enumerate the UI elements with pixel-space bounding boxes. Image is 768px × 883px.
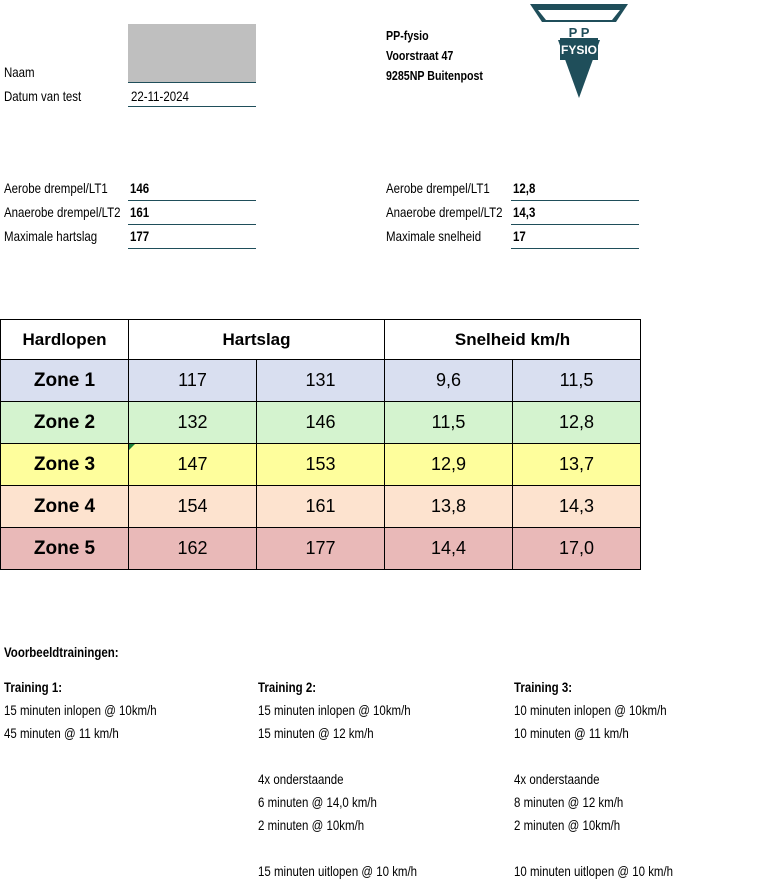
training-2 <box>258 676 452 883</box>
zone-label: Zone 4 <box>1 486 129 528</box>
training-line: 10 minuten uitlopen @ 10 km/h <box>514 863 674 879</box>
training-line: 2 minuten @ 10km/h <box>258 817 365 833</box>
speed-lt1-label: Aerobe drempel/LT1 <box>386 180 490 196</box>
speed-lt2-field[interactable]: 14,3 <box>511 204 639 225</box>
hr-high-cell[interactable]: 161 <box>257 486 385 528</box>
date-label: Datum van test <box>4 88 82 104</box>
speed-high-cell[interactable]: 12,8 <box>513 402 641 444</box>
training-line: 10 minuten inlopen @ 10km/h <box>514 702 667 718</box>
comment-indicator-icon <box>129 444 135 450</box>
hr-low-cell[interactable]: 162 <box>129 528 257 570</box>
header-hardlopen: Hardlopen <box>1 320 129 360</box>
speed-high-cell[interactable]: 13,7 <box>513 444 641 486</box>
training-line: 10 minuten @ 11 km/h <box>514 725 629 741</box>
speed-low-cell[interactable]: 12,9 <box>385 444 513 486</box>
table-row <box>1 486 641 528</box>
training-line: 6 minuten @ 14,0 km/h <box>258 794 377 810</box>
training-line: 8 minuten @ 12 km/h <box>514 794 624 810</box>
speed-max-label: Maximale snelheid <box>386 228 482 244</box>
hr-low-cell[interactable]: 147 <box>129 444 257 486</box>
name-field-line <box>128 82 256 83</box>
speed-low-cell[interactable]: 11,5 <box>385 402 513 444</box>
hr-high-cell[interactable]: 177 <box>257 528 385 570</box>
hr-high-cell[interactable]: 131 <box>257 360 385 402</box>
table-row <box>1 360 641 402</box>
name-label: Naam <box>4 64 35 80</box>
speed-low-cell[interactable]: 14,4 <box>385 528 513 570</box>
speed-high-cell[interactable]: 11,5 <box>513 360 641 402</box>
training-zones-table <box>0 319 641 570</box>
practice-address <box>386 26 504 86</box>
training-line: 2 minuten @ 10km/h <box>514 817 621 833</box>
hr-lt2-field[interactable]: 161 <box>128 204 256 225</box>
training-line: 15 minuten uitlopen @ 10 km/h <box>258 863 418 879</box>
pp-fysio-logo <box>530 0 628 100</box>
training-title: Training 3: <box>514 679 573 695</box>
table-header-row <box>1 320 641 360</box>
training-line: 15 minuten @ 12 km/h <box>258 725 374 741</box>
zone-label: Zone 2 <box>1 402 129 444</box>
hr-high-cell[interactable]: 153 <box>257 444 385 486</box>
table-row <box>1 444 641 486</box>
training-3 <box>514 676 708 883</box>
training-line: 4x onderstaande <box>514 771 600 787</box>
svg-text:FYSIO: FYSIO <box>560 43 598 57</box>
speed-high-cell[interactable]: 17,0 <box>513 528 641 570</box>
speed-low-cell[interactable]: 13,8 <box>385 486 513 528</box>
table-row <box>1 402 641 444</box>
practice-name: PP-fysio <box>386 28 429 43</box>
hr-low-cell[interactable]: 132 <box>129 402 257 444</box>
hr-low-cell[interactable]: 117 <box>129 360 257 402</box>
training-title: Training 1: <box>4 679 63 695</box>
trainings-section-title: Voorbeeldtrainingen: <box>4 644 119 660</box>
speed-lt2-label: Anaerobe drempel/LT2 <box>386 204 503 220</box>
training-line: 45 minuten @ 11 km/h <box>4 725 119 741</box>
speed-max-field[interactable]: 17 <box>511 228 639 249</box>
speed-high-cell[interactable]: 14,3 <box>513 486 641 528</box>
zone-label: Zone 5 <box>1 528 129 570</box>
photo-placeholder <box>128 24 256 82</box>
hr-low-cell[interactable]: 154 <box>129 486 257 528</box>
hr-high-cell[interactable]: 146 <box>257 402 385 444</box>
header-hartslag: Hartslag <box>129 320 385 360</box>
hr-lt1-label: Aerobe drempel/LT1 <box>4 180 108 196</box>
svg-text:P P: P P <box>568 25 590 40</box>
zone-label: Zone 3 <box>1 444 129 486</box>
hr-max-field[interactable]: 177 <box>128 228 256 249</box>
zone-label: Zone 1 <box>1 360 129 402</box>
training-1 <box>4 676 190 745</box>
speed-lt1-field[interactable]: 12,8 <box>511 180 639 201</box>
hr-lt2-label: Anaerobe drempel/LT2 <box>4 204 121 220</box>
date-field[interactable]: 22-11-2024 <box>128 86 256 107</box>
practice-street: Voorstraat 47 <box>386 48 454 63</box>
speed-low-cell[interactable]: 9,6 <box>385 360 513 402</box>
header-snelheid: Snelheid km/h <box>385 320 641 360</box>
hr-max-label: Maximale hartslag <box>4 228 98 244</box>
hr-lt1-field[interactable]: 146 <box>128 180 256 201</box>
training-line: 15 minuten inlopen @ 10km/h <box>258 702 411 718</box>
table-row <box>1 528 641 570</box>
training-line: 15 minuten inlopen @ 10km/h <box>4 702 157 718</box>
training-line: 4x onderstaande <box>258 771 344 787</box>
training-title: Training 2: <box>258 679 317 695</box>
practice-city: 9285NP Buitenpost <box>386 68 483 83</box>
